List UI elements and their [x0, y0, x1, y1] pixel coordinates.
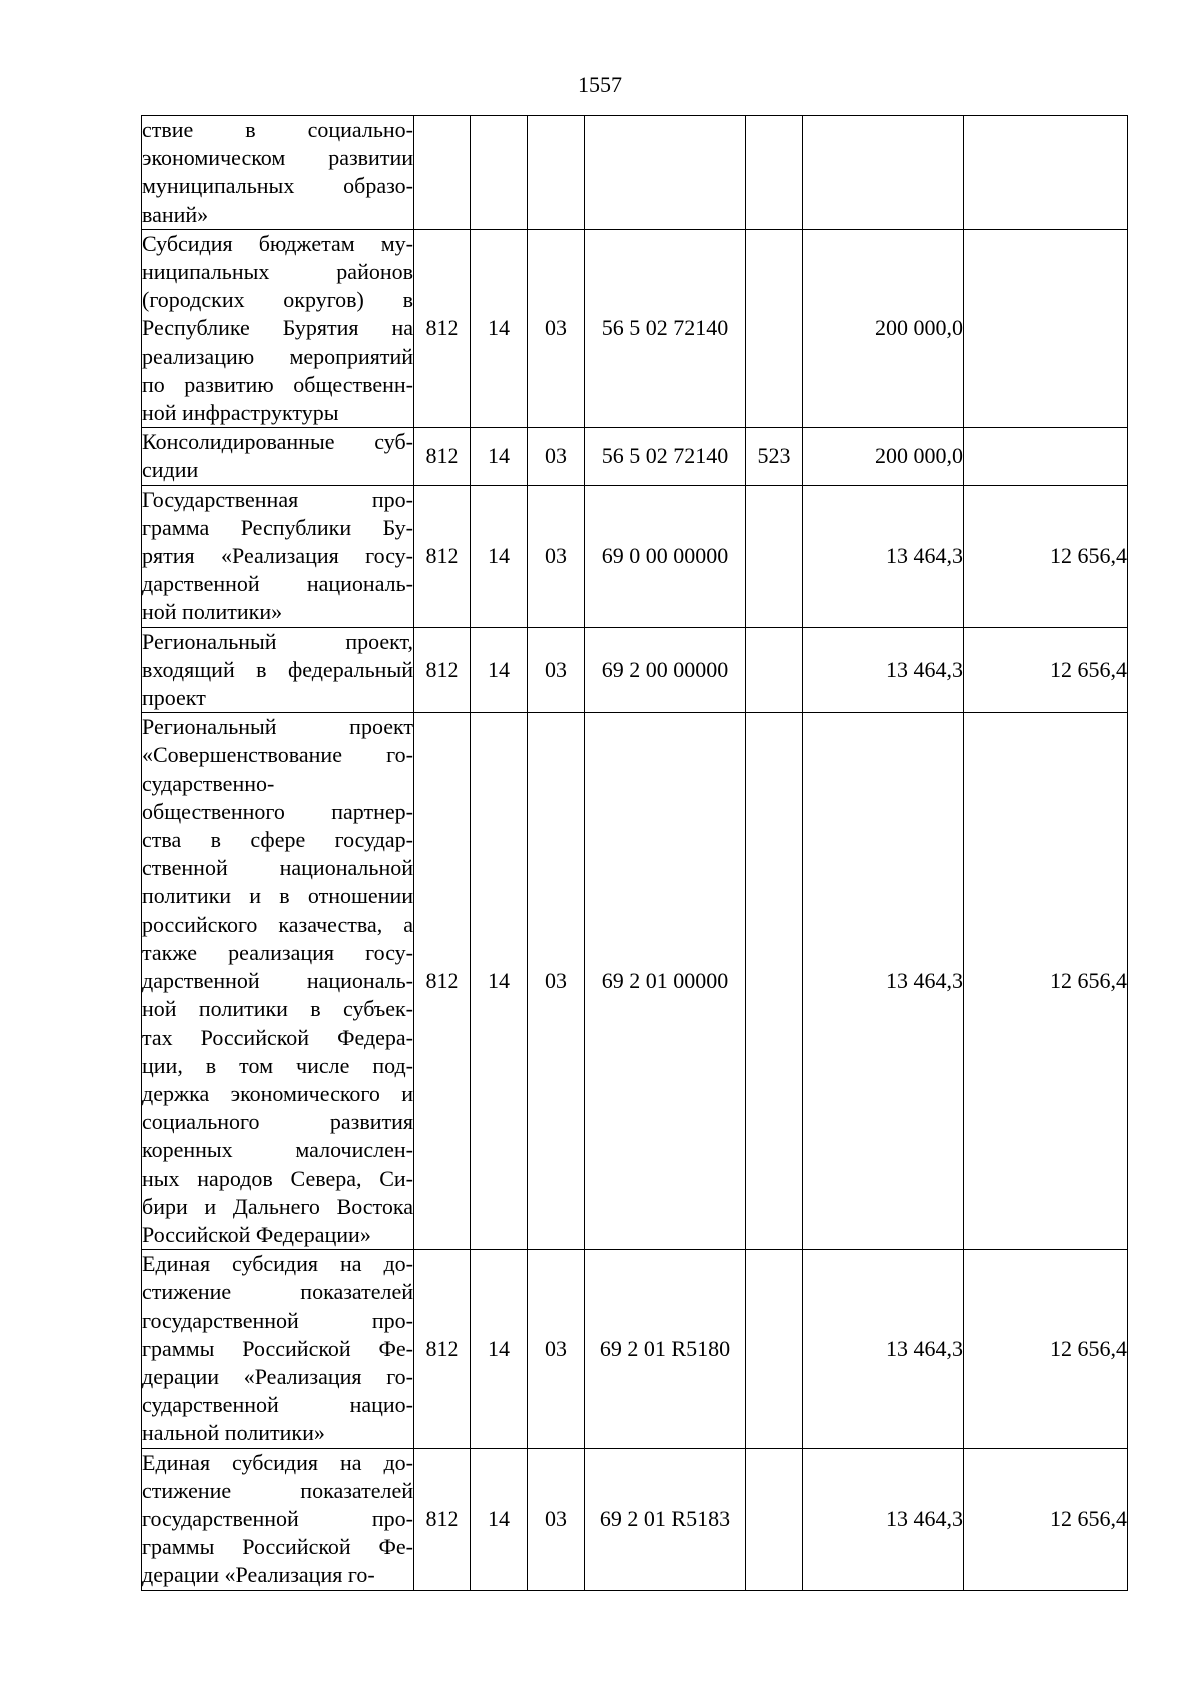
table-row	[142, 1250, 1128, 1448]
item-name-cell	[142, 229, 414, 427]
item-name-line: ваний»	[142, 201, 209, 227]
item-name-line: «Совершенствование го-	[142, 742, 413, 768]
amount-year2-cell: 12 656,4	[964, 1448, 1128, 1590]
item-name-line: государственной про-	[142, 1307, 413, 1333]
table-row	[142, 229, 1128, 427]
subsection-cell: 03	[528, 428, 585, 485]
section-cell	[471, 116, 528, 230]
item-name-line: ствие в социально-	[142, 117, 413, 142]
table-row	[142, 713, 1128, 1250]
amount-year2-cell	[964, 428, 1128, 485]
grbs-cell: 812	[414, 428, 471, 485]
expense-type-cell	[746, 116, 803, 230]
item-name-line: тах Российской Федера-	[142, 1024, 413, 1050]
amount-year1-cell: 13 464,3	[803, 1250, 964, 1448]
expense-type-cell	[746, 229, 803, 427]
amount-year2-cell	[964, 229, 1128, 427]
section-cell: 14	[471, 1250, 528, 1448]
subsection-cell: 03	[528, 485, 585, 627]
item-name-line: ниципальных районов	[142, 259, 413, 285]
item-name-line: российского казачества, а	[142, 911, 413, 937]
item-name-line: грамма Республики Бу-	[142, 514, 413, 540]
item-name-line: стижение показателей	[142, 1477, 413, 1503]
section-cell: 14	[471, 485, 528, 627]
table-row	[142, 485, 1128, 627]
section-cell: 14	[471, 627, 528, 713]
expense-type-cell: 523	[746, 428, 803, 485]
item-name-line: ной политики в субъек-	[142, 996, 413, 1022]
item-name-line: ной политики»	[142, 599, 283, 625]
amount-year1-cell: 200 000,0	[803, 229, 964, 427]
item-name-line: ства в сфере государ-	[142, 827, 413, 853]
item-name-line: Региональный проект	[142, 714, 413, 740]
amount-year2-cell: 12 656,4	[964, 713, 1128, 1250]
table-body	[142, 116, 1128, 1591]
item-name-line: стижение показателей	[142, 1279, 413, 1305]
section-cell: 14	[471, 428, 528, 485]
grbs-cell: 812	[414, 713, 471, 1250]
target-article-cell: 69 2 01 R5183	[585, 1448, 746, 1590]
item-name-line: ных народов Севера, Си-	[142, 1165, 413, 1191]
item-name-line: Российской Федерации»	[142, 1221, 371, 1247]
subsection-cell: 03	[528, 1250, 585, 1448]
grbs-cell: 812	[414, 1448, 471, 1590]
grbs-cell: 812	[414, 485, 471, 627]
expense-type-cell	[746, 1448, 803, 1590]
item-name-line: Единая субсидия на до-	[142, 1251, 413, 1277]
item-name-line: Единая субсидия на до-	[142, 1449, 413, 1475]
item-name-line: общественного партнер-	[142, 798, 413, 824]
section-cell: 14	[471, 713, 528, 1250]
item-name-cell	[142, 1448, 414, 1590]
item-name-line: сидии	[142, 457, 199, 483]
table-row	[142, 116, 1128, 230]
target-article-cell: 69 2 01 R5180	[585, 1250, 746, 1448]
item-name-line: Республике Бурятия на	[142, 315, 413, 341]
table-row	[142, 428, 1128, 485]
item-name-line: по развитию общественн-	[142, 371, 413, 397]
item-name-line: Консолидированные суб-	[142, 429, 413, 455]
amount-year1-cell: 200 000,0	[803, 428, 964, 485]
item-name-line: рятия «Реализация госу-	[142, 543, 413, 569]
item-name-line: проект	[142, 685, 206, 711]
item-name-cell	[142, 428, 414, 485]
target-article-cell: 69 0 00 00000	[585, 485, 746, 627]
grbs-cell: 812	[414, 229, 471, 427]
item-name-cell	[142, 1250, 414, 1448]
item-name-line: бири и Дальнего Востока	[142, 1193, 413, 1219]
item-name-line: Государственная про-	[142, 486, 413, 512]
section-cell: 14	[471, 1448, 528, 1590]
item-name-cell	[142, 116, 414, 230]
amount-year1-cell: 13 464,3	[803, 713, 964, 1250]
target-article-cell: 56 5 02 72140	[585, 229, 746, 427]
item-name-line: коренных малочислен-	[142, 1137, 413, 1163]
amount-year1-cell: 13 464,3	[803, 1448, 964, 1590]
item-name-line: социального развития	[142, 1109, 413, 1135]
item-name-line: граммы Российской Фе-	[142, 1534, 413, 1560]
item-name-line: экономическом развитии	[142, 145, 413, 171]
item-name-line: (городских округов) в	[142, 287, 413, 313]
budget-table	[141, 115, 1128, 1591]
item-name-line: дерации «Реализация го-	[142, 1363, 413, 1389]
item-name-line: муниципальных образо-	[142, 173, 413, 199]
subsection-cell: 03	[528, 713, 585, 1250]
item-name-line: также реализация госу-	[142, 939, 413, 965]
expense-type-cell	[746, 485, 803, 627]
item-name-line: реализацию мероприятий	[142, 343, 413, 369]
amount-year1-cell: 13 464,3	[803, 627, 964, 713]
expense-type-cell	[746, 713, 803, 1250]
subsection-cell: 03	[528, 627, 585, 713]
item-name-line: Региональный проект,	[142, 628, 413, 654]
target-article-cell	[585, 116, 746, 230]
item-name-line: нальной политики»	[142, 1420, 325, 1446]
section-cell: 14	[471, 229, 528, 427]
subsection-cell: 03	[528, 229, 585, 427]
expense-type-cell	[746, 627, 803, 713]
page-number: 1557	[578, 72, 622, 97]
item-name-line: дерации «Реализация го-	[142, 1562, 375, 1588]
target-article-cell: 69 2 00 00000	[585, 627, 746, 713]
item-name-line: сударственно-	[142, 770, 275, 796]
amount-year2-cell: 12 656,4	[964, 627, 1128, 713]
item-name-line: сударственной нацио-	[142, 1392, 413, 1418]
amount-year2-cell	[964, 116, 1128, 230]
amount-year2-cell: 12 656,4	[964, 1250, 1128, 1448]
item-name-line: дарственной националь-	[142, 968, 413, 994]
amount-year1-cell: 13 464,3	[803, 485, 964, 627]
subsection-cell: 03	[528, 1448, 585, 1590]
grbs-cell: 812	[414, 1250, 471, 1448]
table-row	[142, 1448, 1128, 1590]
table-row	[142, 627, 1128, 713]
item-name-line: входящий в федеральный	[142, 656, 413, 682]
target-article-cell: 56 5 02 72140	[585, 428, 746, 485]
expense-type-cell	[746, 1250, 803, 1448]
item-name-cell	[142, 485, 414, 627]
grbs-cell: 812	[414, 627, 471, 713]
item-name-line: ственной национальной	[142, 855, 413, 881]
subsection-cell	[528, 116, 585, 230]
grbs-cell	[414, 116, 471, 230]
item-name-cell	[142, 627, 414, 713]
item-name-line: граммы Российской Фе-	[142, 1335, 413, 1361]
item-name-line: ной инфраструктуры	[142, 400, 339, 426]
item-name-line: государственной про-	[142, 1505, 413, 1531]
amount-year2-cell: 12 656,4	[964, 485, 1128, 627]
item-name-line: политики и в отношении	[142, 883, 413, 909]
item-name-cell	[142, 713, 414, 1250]
item-name-line: ции, в том числе под-	[142, 1052, 413, 1078]
target-article-cell: 69 2 01 00000	[585, 713, 746, 1250]
item-name-line: держка экономического и	[142, 1080, 413, 1106]
amount-year1-cell	[803, 116, 964, 230]
item-name-line: дарственной националь-	[142, 571, 413, 597]
item-name-line: Субсидия бюджетам му-	[142, 230, 413, 256]
